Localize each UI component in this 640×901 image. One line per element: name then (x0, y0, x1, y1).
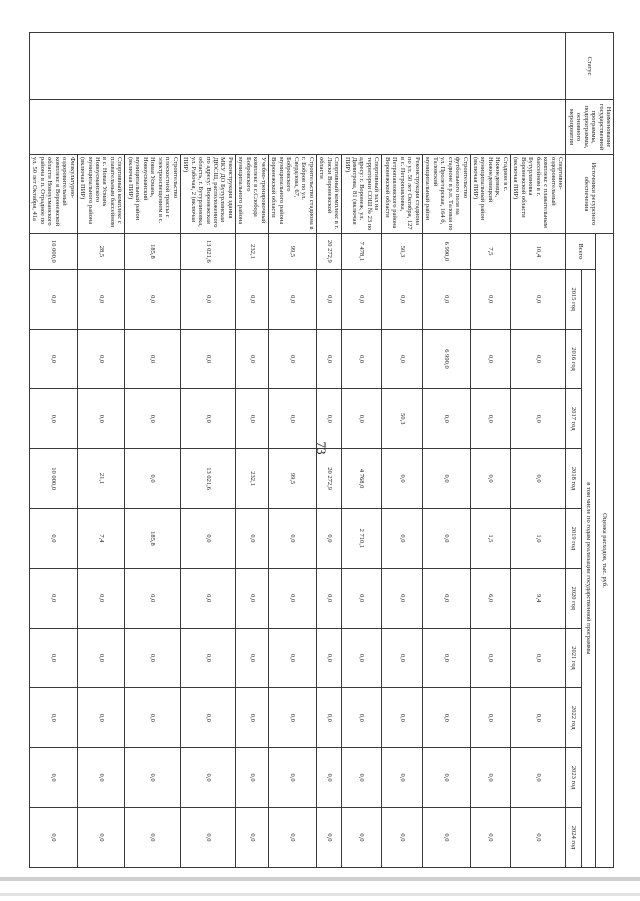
year-value-cell: 0,0 (235, 568, 268, 628)
year-value-cell: 0,0 (316, 509, 341, 569)
year-value-cell: 0,0 (77, 269, 125, 329)
year-value-cell: 0,0 (235, 329, 268, 389)
year-value-cell: 0,0 (77, 688, 125, 748)
year-value-cell: 9,4 (510, 568, 565, 628)
total-cell: 232,1 (235, 233, 268, 269)
year-value-cell: 0,0 (268, 568, 316, 628)
year-value-cell: 0,0 (29, 807, 77, 867)
total-cell: 10 000,0 (29, 233, 77, 269)
year-value-cell: 0,0 (180, 628, 235, 688)
year-value-cell: 0,0 (125, 329, 180, 389)
year-value-cell: 0,0 (342, 389, 382, 449)
header-program-name: Наименование государственной программы, подпрограммы, основного мероприятия (566, 99, 614, 154)
year-value-cell: 0,0 (470, 688, 510, 748)
year-value-cell: 0,0 (316, 269, 341, 329)
year-value-cell: 6,0 (470, 568, 510, 628)
funding-source-cell: Учебно-тренировочный комплекс в с.Слобода Бобровского муниципального района (235, 155, 268, 234)
year-value-cell: 21,1 (77, 449, 125, 509)
year-value-cell: 6 990,0 (422, 329, 470, 389)
year-value-cell: 0,0 (382, 807, 422, 867)
funding-source-cell: Физкультурно-оздоровительный комплекс в Воронежской области Новоусманского района в п. Отрадное по ул. 50 лет Октября, 41а (29, 155, 77, 234)
total-cell: 20 272,9 (316, 233, 341, 269)
year-value-cell: 0,0 (422, 568, 470, 628)
year-value-cell: 0,0 (125, 628, 180, 688)
header-funding-source: Источники ресурсного обеспечения (566, 155, 614, 234)
year-value-cell: 0,0 (235, 748, 268, 808)
year-value-cell: 0,0 (29, 568, 77, 628)
year-value-cell: 0,0 (316, 389, 341, 449)
budget-table (29, 32, 614, 868)
year-value-cell: 0,0 (268, 688, 316, 748)
rotated-table-container (31, 32, 614, 868)
table-row (180, 33, 235, 868)
status-cell (29, 33, 565, 100)
rotated-page-wrapper (31, 32, 614, 868)
year-value-cell: 0,0 (235, 389, 268, 449)
year-value-cell: 0,0 (382, 329, 422, 389)
year-value-cell: 0,0 (268, 269, 316, 329)
page-number: 73 (314, 441, 329, 455)
year-value-cell: 0,0 (316, 748, 341, 808)
year-value-cell: 0,0 (180, 568, 235, 628)
year-value-cell: 0,0 (382, 269, 422, 329)
year-value-cell: 0,0 (342, 269, 382, 329)
header-year: 2017 год (566, 389, 582, 449)
funding-source-cell: Строительство стадиона в г. Бобров по ул. Свердлова, 67, Бобровского муниципального района Воронежской области (268, 155, 316, 234)
year-value-cell: 0,0 (422, 628, 470, 688)
year-value-cell: 0,0 (342, 688, 382, 748)
year-value-cell: 50,3 (382, 389, 422, 449)
header-by-years: в том числе по годам реализации государственной программы (582, 269, 596, 867)
year-value-cell: 0,0 (422, 807, 470, 867)
total-cell: 13 021,6 (180, 233, 235, 269)
total-cell: 185,8 (125, 233, 180, 269)
year-value-cell: 0,0 (382, 688, 422, 748)
year-value-cell: 0,0 (470, 389, 510, 449)
year-value-cell: 0,0 (268, 329, 316, 389)
year-value-cell: 0,0 (342, 568, 382, 628)
year-value-cell: 0,0 (510, 389, 565, 449)
year-value-cell: 0,0 (125, 449, 180, 509)
year-value-cell: 0,0 (422, 509, 470, 569)
table-row (510, 33, 565, 868)
table-row (125, 33, 180, 868)
program-name-cell (29, 99, 565, 154)
total-cell: 10,4 (510, 233, 565, 269)
year-value-cell: 0,0 (235, 509, 268, 569)
year-value-cell: 0,0 (510, 329, 565, 389)
year-value-cell: 0,0 (180, 807, 235, 867)
funding-source-cell: Строительство плоскостной трассы с электроосвещением в с. Новая Усмань, Новоусманский муниципальный район (включая ПИР) (125, 155, 180, 234)
year-value-cell: 2 710,1 (342, 509, 382, 569)
year-value-cell: 0,0 (180, 269, 235, 329)
header-year: 2022 год (566, 688, 582, 748)
funding-source-cell: Реконструкция здания МКУ ДО Бутурлинская ДЮСШ, расположенного по адресу: Воронежская область, г. Бутурлиновка, ул. Рабочая, 2 (включая ПИР) (180, 155, 235, 234)
funding-source-cell: Спортивный комплекс в г. Лиски Воронежской области (316, 155, 341, 234)
year-value-cell: 0,0 (29, 389, 77, 449)
year-value-cell: 0,0 (342, 628, 382, 688)
funding-source-cell: Реконструкция стадиона по ул. 50 лет Октября, 127 в с. Петропавловка, Петропавловского района Воронежской области (382, 155, 422, 234)
year-value-cell: 7,4 (77, 509, 125, 569)
year-value-cell: 0,0 (29, 329, 77, 389)
year-value-cell: 0,0 (180, 389, 235, 449)
year-value-cell: 0,0 (180, 509, 235, 569)
year-value-cell: 0,0 (77, 329, 125, 389)
year-value-cell: 0,0 (235, 628, 268, 688)
total-cell: 28,5 (77, 233, 125, 269)
year-value-cell: 0,0 (470, 748, 510, 808)
header-year: 2024 год (566, 807, 582, 867)
scan-artifact-line (0, 877, 640, 881)
total-cell: 50,3 (382, 233, 422, 269)
year-value-cell: 0,0 (77, 389, 125, 449)
year-value-cell: 0,0 (510, 688, 565, 748)
year-value-cell: 0,0 (382, 509, 422, 569)
year-value-cell: 0,0 (510, 748, 565, 808)
year-value-cell: 99,5 (268, 449, 316, 509)
header-cost-estimate: Оценка расходов, тыс. руб. (596, 233, 614, 867)
year-value-cell: 0,0 (29, 688, 77, 748)
year-value-cell: 0,0 (77, 748, 125, 808)
total-cell: 7,5 (470, 233, 510, 269)
year-value-cell: 0,0 (29, 269, 77, 329)
year-value-cell: 0,0 (382, 628, 422, 688)
year-value-cell: 0,0 (510, 449, 565, 509)
year-value-cell: 0,0 (470, 628, 510, 688)
year-value-cell: 4 768,0 (342, 449, 382, 509)
year-value-cell: 0,0 (422, 748, 470, 808)
year-value-cell: 0,0 (125, 807, 180, 867)
year-value-cell: 0,0 (316, 568, 341, 628)
year-value-cell: 0,0 (470, 329, 510, 389)
funding-source-cell: Строительство футбольного поля на стадионе в р.п. Таловая по ул. Пролетарская, 164 б, Таловский муниципальный район (422, 155, 470, 234)
year-value-cell: 0,0 (77, 628, 125, 688)
year-value-cell: 0,0 (342, 748, 382, 808)
header-total: Всего (566, 233, 596, 269)
year-value-cell: 0,0 (125, 568, 180, 628)
table-row (316, 33, 341, 868)
funding-source-cell: Спортивный комплекс с плавательным бассейном в с. Новая Усмань Новоусманского муниципального района (включая ПИР) (77, 155, 125, 234)
year-value-cell: 0,0 (268, 389, 316, 449)
total-cell: 7 478,1 (342, 233, 382, 269)
header-year: 2015 год (566, 269, 582, 329)
table-row (342, 33, 382, 868)
year-value-cell: 0,0 (125, 748, 180, 808)
year-value-cell: 0,0 (29, 628, 77, 688)
year-value-cell: 0,0 (316, 329, 341, 389)
total-cell: 99,5 (268, 233, 316, 269)
year-value-cell: 0,0 (470, 449, 510, 509)
total-cell: 6 990,0 (422, 233, 470, 269)
year-value-cell: 0,0 (422, 449, 470, 509)
year-value-cell: 0,0 (268, 509, 316, 569)
year-value-cell: 0,0 (77, 807, 125, 867)
funding-source-cell: Спортивно-оздоровительный комплекс с плавательным бассейном в г. Бутурлиновка Воронежской области (включая ПИР) (510, 155, 565, 234)
table-row (268, 33, 316, 868)
year-value-cell: 0,0 (316, 628, 341, 688)
year-value-cell: 0,0 (235, 688, 268, 748)
year-value-cell: 232,1 (235, 449, 268, 509)
year-value-cell: 0,0 (29, 509, 77, 569)
table-row (470, 33, 510, 868)
header-year: 2020 год (566, 568, 582, 628)
funding-source-cell: Спортивный зал на территории СОШ № 23 по адресу: г. Воронеж, ул. Димитрова, 81 (включая ПИР) (342, 155, 382, 234)
year-value-cell: 0,0 (510, 628, 565, 688)
header-year: 2021 год (566, 628, 582, 688)
year-value-cell: 0,0 (235, 269, 268, 329)
year-value-cell: 0,0 (510, 807, 565, 867)
year-value-cell: 0,0 (470, 807, 510, 867)
year-value-cell: 0,0 (235, 807, 268, 867)
table-row (77, 33, 125, 868)
header-year: 2016 год (566, 329, 582, 389)
header-year: 2018 год (566, 449, 582, 509)
year-value-cell: 0,0 (382, 449, 422, 509)
year-value-cell: 0,0 (180, 688, 235, 748)
table-row (29, 33, 77, 868)
year-value-cell: 0,0 (316, 807, 341, 867)
year-value-cell: 0,0 (268, 748, 316, 808)
year-value-cell: 0,0 (268, 807, 316, 867)
year-value-cell: 0,0 (510, 269, 565, 329)
year-value-cell: 0,0 (470, 269, 510, 329)
header-status: Статус (566, 33, 614, 100)
year-value-cell: 10 000,0 (29, 449, 77, 509)
year-value-cell: 20 272,9 (316, 449, 341, 509)
year-value-cell: 13 021,6 (180, 449, 235, 509)
year-value-cell: 0,0 (382, 568, 422, 628)
year-value-cell: 0,0 (422, 688, 470, 748)
year-value-cell: 0,0 (180, 748, 235, 808)
table-row (235, 33, 268, 868)
year-value-cell: 0,0 (125, 688, 180, 748)
header-year: 2023 год (566, 748, 582, 808)
year-value-cell: 0,0 (29, 748, 77, 808)
year-value-cell: 0,0 (77, 568, 125, 628)
table-row (422, 33, 470, 868)
year-value-cell: 0,0 (342, 329, 382, 389)
year-value-cell: 0,0 (125, 269, 180, 329)
funding-source-cell: Стадион в с. Нижнедевицк, Нижнедевицкий муниципальный район (включая ПИР) (470, 155, 510, 234)
year-value-cell: 0,0 (316, 688, 341, 748)
year-value-cell: 0,0 (125, 389, 180, 449)
year-value-cell: 0,0 (422, 269, 470, 329)
year-value-cell: 185,8 (125, 509, 180, 569)
year-value-cell: 0,0 (422, 389, 470, 449)
year-value-cell: 0,0 (268, 628, 316, 688)
table-row (382, 33, 422, 868)
header-year: 2019 год (566, 509, 582, 569)
year-value-cell: 1,0 (510, 509, 565, 569)
scan-artifact-line-secondary (0, 893, 640, 896)
year-value-cell: 1,5 (470, 509, 510, 569)
year-value-cell: 0,0 (382, 748, 422, 808)
year-value-cell: 0,0 (180, 329, 235, 389)
year-value-cell: 0,0 (342, 807, 382, 867)
